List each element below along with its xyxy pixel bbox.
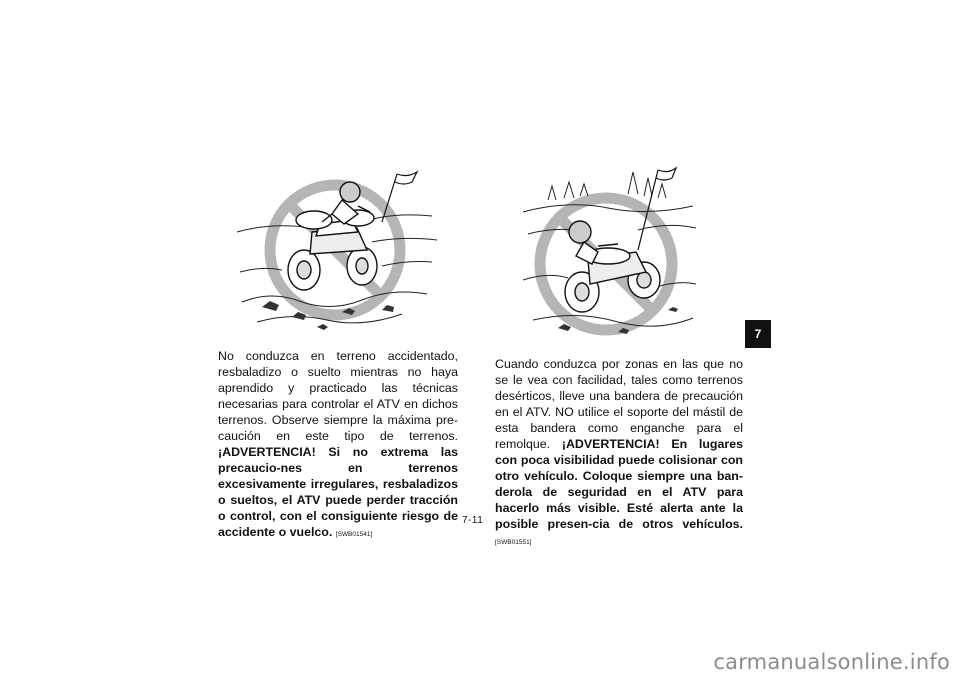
- atv-rough-terrain-prohibited-icon: [232, 162, 442, 342]
- right-warning-text: ¡ADVERTENCIA! En lugares con poca visibilidad puede colisionar con otro vehículo. Coloque siempre una ban-derola de seguridad en el ATV para hacerlo más visible. Esté alerta ante la posible presen-cia de otros vehículos.: [495, 437, 743, 531]
- left-warning-code: [SWB01541]: [335, 531, 373, 538]
- left-body-text: No conduzca en terreno accidentado, resbaladizo o suelto mientras no haya aprendido y practicado las técnicas necesarias para controlar el ATV en dichos terrenos. Observe siempre la máxima pre-caución en este tipo de terrenos.: [218, 349, 458, 443]
- chapter-tab: 7: [745, 320, 771, 348]
- left-text-column: [218, 348, 458, 543]
- right-text-column: [495, 356, 743, 551]
- watermark-text: carmanualsonline.info: [713, 650, 950, 674]
- atv-desert-flag-prohibited-icon: [518, 160, 698, 346]
- page-number: 7-11: [462, 515, 484, 526]
- right-warning-code: [SWB01551]: [495, 539, 532, 546]
- left-warning-text: ¡ADVERTENCIA! Si no extrema las precaucio-nes en terrenos excesivamente irregulares, resbaladizos o sueltos, el ATV puede perder tracción o control, con el consiguiente riesgo de accidente o vuelco.: [218, 445, 458, 539]
- right-body-text: Cuando conduzca por zonas en las que no se le vea con facilidad, tales como terrenos desérticos, lleve una bandera de precaución en el ATV. NO utilice el soporte del mástil de esta bandera como enganche para el remolque.: [495, 357, 743, 451]
